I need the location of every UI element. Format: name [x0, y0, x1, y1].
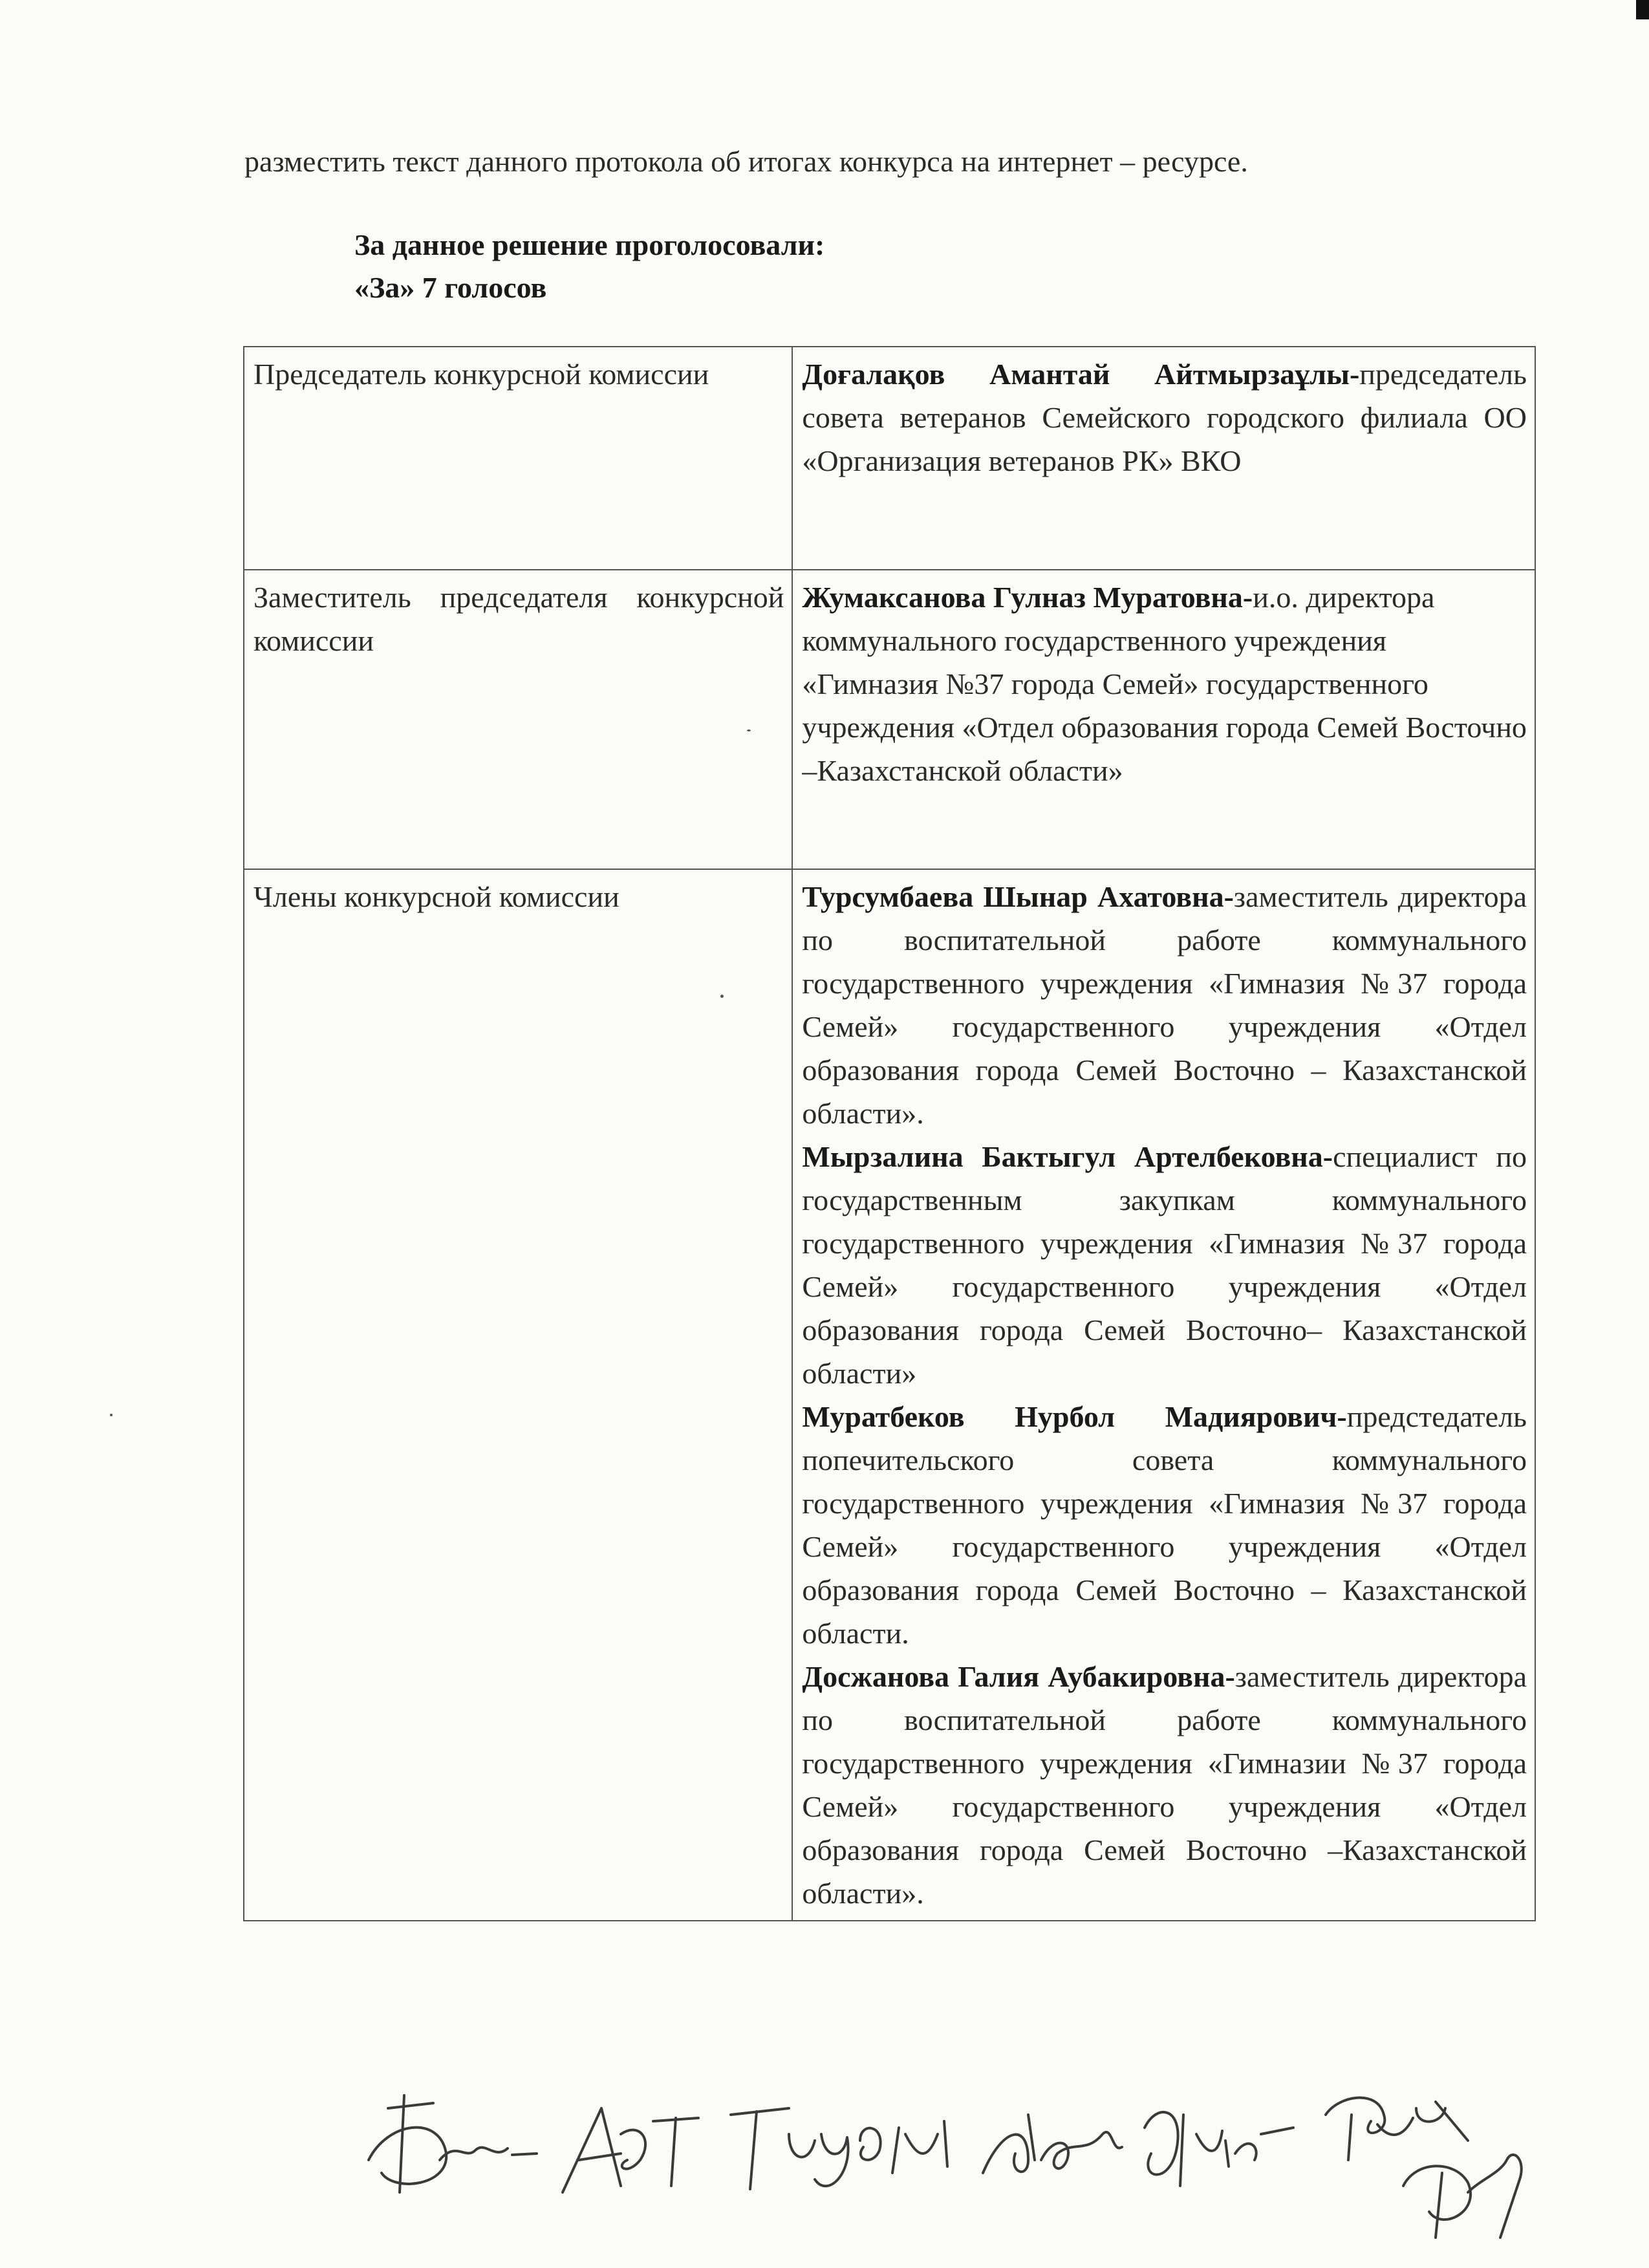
vote-title: За данное решение проголосовали: [354, 228, 825, 261]
member-entry [802, 875, 1527, 1135]
member-entry [802, 1655, 1527, 1915]
table-row [244, 347, 1535, 570]
role-cell: Члены конкурсной комиссии [244, 869, 792, 1921]
table-row [244, 869, 1535, 1921]
member-name: Турсумбаева Шынар Ахатовна- [802, 880, 1234, 913]
member-position: специалист по государственным закупкам коммунального государственного учреждения «Гимназия №37 города Семей» государственного учреждения «Отдел образования города Семей Восточно– Казахстанской области» [802, 1140, 1527, 1390]
role-cell: Председатель конкурсной комиссии [244, 347, 792, 570]
role-cell: Заместитель председателя конкурсной комиссии [244, 570, 792, 869]
member-position: и.о. директора коммунального государственного учреждения «Гимназия №37 города Семей» государственного учреждения «Отдел образования города Семей Восточно –Казахстанской области» [802, 581, 1527, 787]
commission-table [243, 346, 1536, 1921]
members-cell [792, 347, 1535, 570]
member-entry [802, 352, 1527, 482]
handwritten-signatures-icon [343, 2063, 1558, 2257]
member-name: Досжанова Галия Аубакировна- [802, 1660, 1235, 1693]
member-position: председатель совета ветеранов Семейского городского филиала ОО «Организация ветеранов РК» ВКО [802, 358, 1527, 477]
scan-speck [110, 1414, 113, 1416]
member-name: Жумаксанова Гулназ Муратовна- [802, 581, 1253, 614]
intro-paragraph: разместить текст данного протокола об итогах конкурса на интернет – ресурсе. [244, 145, 1248, 178]
members-cell [792, 869, 1535, 1921]
member-name: Муратбеков Нурбол Мадиярович- [802, 1400, 1347, 1433]
scan-edge-mark [1636, 0, 1649, 19]
member-entry [802, 1135, 1527, 1395]
members-cell [792, 570, 1535, 869]
scan-speck [747, 729, 751, 731]
member-entry [802, 576, 1527, 792]
member-position: заместитель директора по воспитательной работе коммунального государственного учреждения «Гимназия №37 города Семей» государственного учреждения «Отдел образования города Семей Восточно – Казахстанской области». [802, 880, 1527, 1130]
scan-speck [720, 995, 724, 998]
member-name: Мырзалина Бактыгул Артелбековна- [802, 1140, 1333, 1173]
member-entry [802, 1395, 1527, 1655]
vote-count: «За» 7 голосов [354, 271, 547, 304]
member-position: заместитель директора по воспитательной работе коммунального государственного учреждения «Гимназии №37 города Семей» государственного учреждения «Отдел образования города Семей Восточно –Казахстанской области». [802, 1660, 1527, 1910]
member-position: предстедатель попечительского совета коммунального государственного учреждения «Гимназия №37 города Семей» государственного учреждения «Отдел образования города Семей Восточно – Казахстанской области. [802, 1400, 1527, 1650]
member-name: Доғалақов Амантай Айтмырзаұлы- [802, 358, 1360, 391]
table-row [244, 570, 1535, 869]
